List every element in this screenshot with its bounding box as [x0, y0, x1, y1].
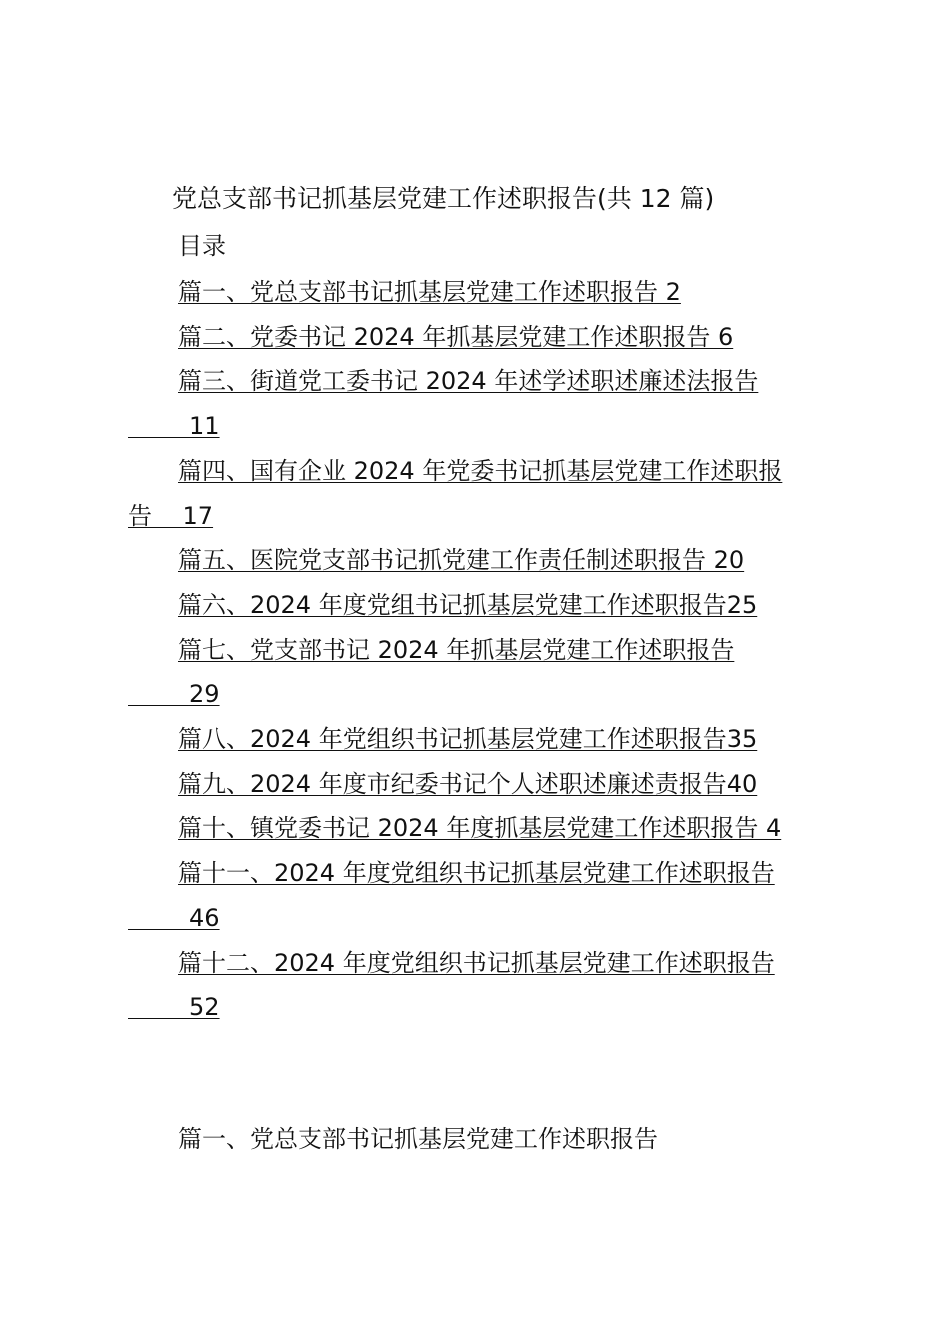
document-title: 党总支部书记抓基层党建工作述职报告(共 12 篇)	[172, 184, 715, 213]
toc-item-12[interactable]	[128, 941, 848, 1030]
toc-link[interactable]: 篇五、医院党支部书记抓党建工作责任制述职报告 20	[178, 546, 745, 575]
toc-link[interactable]: 篇七、党支部书记 2024 年抓基层党建工作述职报告	[178, 635, 735, 664]
section-heading: 篇一、党总支部书记抓基层党建工作述职报告	[178, 1125, 658, 1153]
toc-item-3[interactable]	[128, 359, 848, 448]
toc-link[interactable]: 篇八、2024 年党组织书记抓基层党建工作述职报告35	[178, 725, 758, 754]
toc-link[interactable]: 篇三、街道党工委书记 2024 年述学述职述廉述法报告	[178, 367, 759, 396]
toc-link-page-number[interactable]: 告 17	[128, 501, 214, 530]
toc-item-5[interactable]	[128, 538, 848, 583]
toc-link-page-number[interactable]: 46	[128, 903, 220, 932]
toc-link[interactable]: 篇十、镇党委书记 2024 年度抓基层党建工作述职报告 4	[178, 814, 782, 843]
toc-item-6[interactable]	[128, 583, 848, 628]
toc-item-1[interactable]	[128, 270, 848, 315]
toc-link-page-number[interactable]: 11	[128, 412, 220, 441]
toc-item-8[interactable]	[128, 717, 848, 762]
toc-item-4[interactable]	[128, 449, 848, 538]
toc-link[interactable]: 篇九、2024 年度市纪委书记个人述职述廉述责报告40	[178, 769, 758, 798]
toc-item-10[interactable]	[128, 806, 848, 851]
toc-link[interactable]: 篇六、2024 年度党组书记抓基层党建工作述职报告25	[178, 590, 758, 619]
toc-link[interactable]: 篇十二、2024 年度党组织书记抓基层党建工作述职报告	[178, 948, 775, 977]
toc-link[interactable]: 篇一、党总支部书记抓基层党建工作述职报告 2	[178, 278, 681, 306]
toc-link[interactable]: 篇二、党委书记 2024 年抓基层党建工作述职报告 6	[178, 322, 734, 351]
toc-link-page-number[interactable]: 29	[128, 680, 220, 709]
toc-link-page-number[interactable]: 52	[128, 993, 220, 1022]
toc-item-7[interactable]	[128, 628, 848, 717]
toc-item-2[interactable]	[128, 315, 848, 360]
toc-link[interactable]: 篇十一、2024 年度党组织书记抓基层党建工作述职报告	[178, 859, 775, 888]
toc-item-11[interactable]	[128, 851, 848, 940]
toc-item-9[interactable]	[128, 762, 848, 807]
table-of-contents	[128, 270, 848, 1030]
toc-link[interactable]: 篇四、国有企业 2024 年党委书记抓基层党建工作述职报	[178, 456, 783, 485]
toc-heading: 目录	[178, 232, 226, 260]
